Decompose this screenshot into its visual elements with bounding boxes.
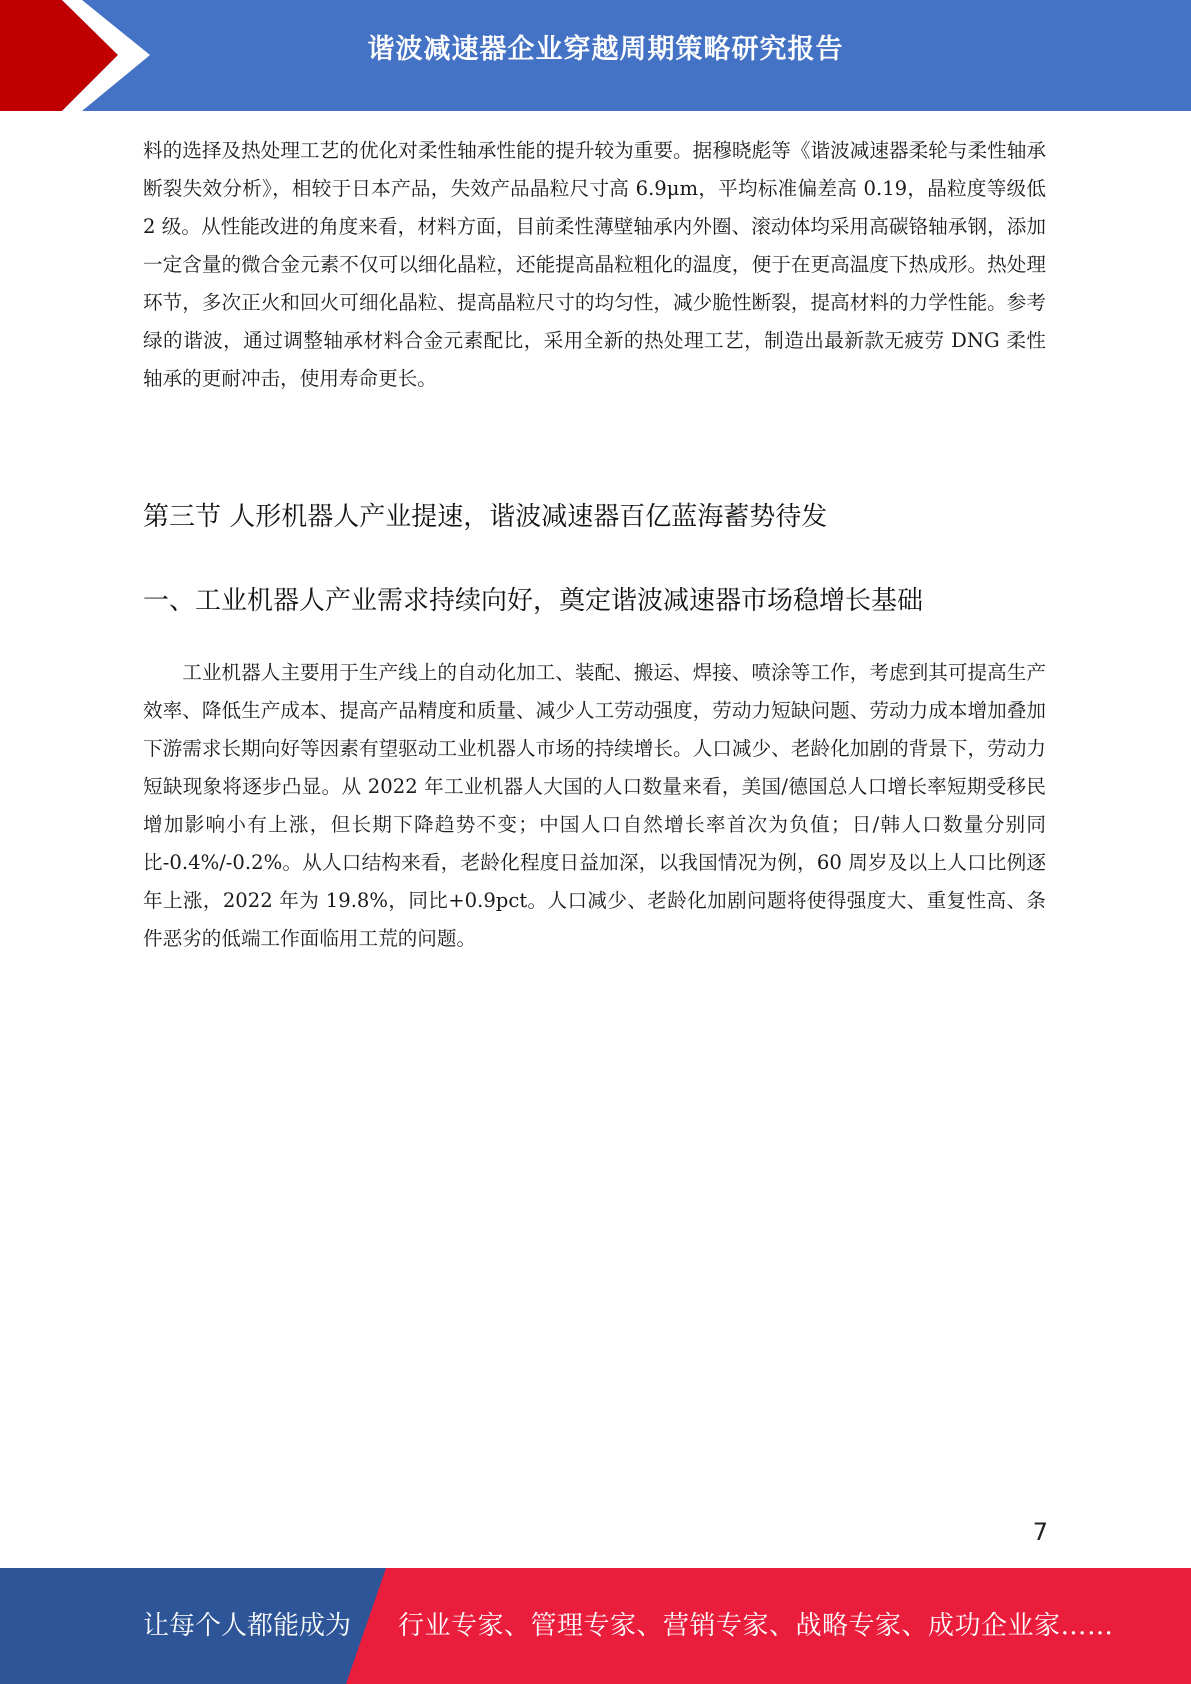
subsection-title: 一、工业机器人产业需求持续向好，奠定谐波减速器市场稳增长基础 xyxy=(143,586,924,616)
page-number: 7 xyxy=(1032,1518,1048,1546)
section-title: 第三节 人形机器人产业提速，谐波减速器百亿蓝海蓄势待发 xyxy=(143,502,828,532)
report-title: 谐波减速器企业穿越周期策略研究报告 xyxy=(367,34,844,65)
footer-banner xyxy=(0,1568,1191,1684)
paragraph-industrial-robots: 工业机器人主要用于生产线上的自动化加工、装配、搬运、焊接、喷涂等工作，考虑到其可提高生产效率、降低生产成本、提高产品精度和质量、减少人工劳动强度，劳动力短缺问题、劳动力成本增加叠加下游需求长期向好等因素有望驱动工业机器人市场的持续增长。人口减少、老龄化加剧的背景下，劳动力短缺现象将逐步凸显。从 2022 年工业机器人大国的人口数量来看，美国/德国总人口增长率短期受移民增加影响小有上涨，但长期下降趋势不变；中国人口自然增长率首次为负值；日/韩人口数量分别同比-0.4%/-0.2%。从人口结构来看，老龄化程度日益加深，以我国情况为例，60 周岁及以上人口比例逐年上涨，2022 年为 19.8%，同比+0.9pct。人口减少、老龄化加剧问题将使得强度大、重复性高、条件恶劣的低端工作面临用工荒的问题。 xyxy=(143,661,1046,950)
paragraph-bearing-materials: 料的选择及热处理工艺的优化对柔性轴承性能的提升较为重要。据穆晓彪等《谐波减速器柔轮与柔性轴承断裂失效分析》，相较于日本产品，失效产品晶粒尺寸高 6.9μm，平均标准偏差高 0.19，晶粒度等级低 2 级。从性能改进的角度来看，材料方面，目前柔性薄壁轴承内外圈、滚动体均采用高碳铬轴承钢，添加一定含量的微合金元素不仅可以细化晶粒，还能提高晶粒粗化的温度，便于在更高温度下热成形。热处理环节，多次正火和回火可细化晶粒、提高晶粒尺寸的均匀性，减少脆性断裂，提高材料的力学性能。参考绿的谐波，通过调整轴承材料合金元素配比，采用全新的热处理工艺，制造出最新款无疲劳 DNG 柔性轴承的更耐冲击，使用寿命更长。 xyxy=(143,139,1046,390)
body-content xyxy=(143,132,1046,398)
footer-slogan-right: 行业专家、管理专家、营销专家、战略专家、成功企业家…… xyxy=(398,1611,1114,1641)
header-banner xyxy=(0,0,1191,111)
body-content-2 xyxy=(143,654,1046,958)
footer-slogan-left: 让每个人都能成为 xyxy=(143,1611,352,1641)
